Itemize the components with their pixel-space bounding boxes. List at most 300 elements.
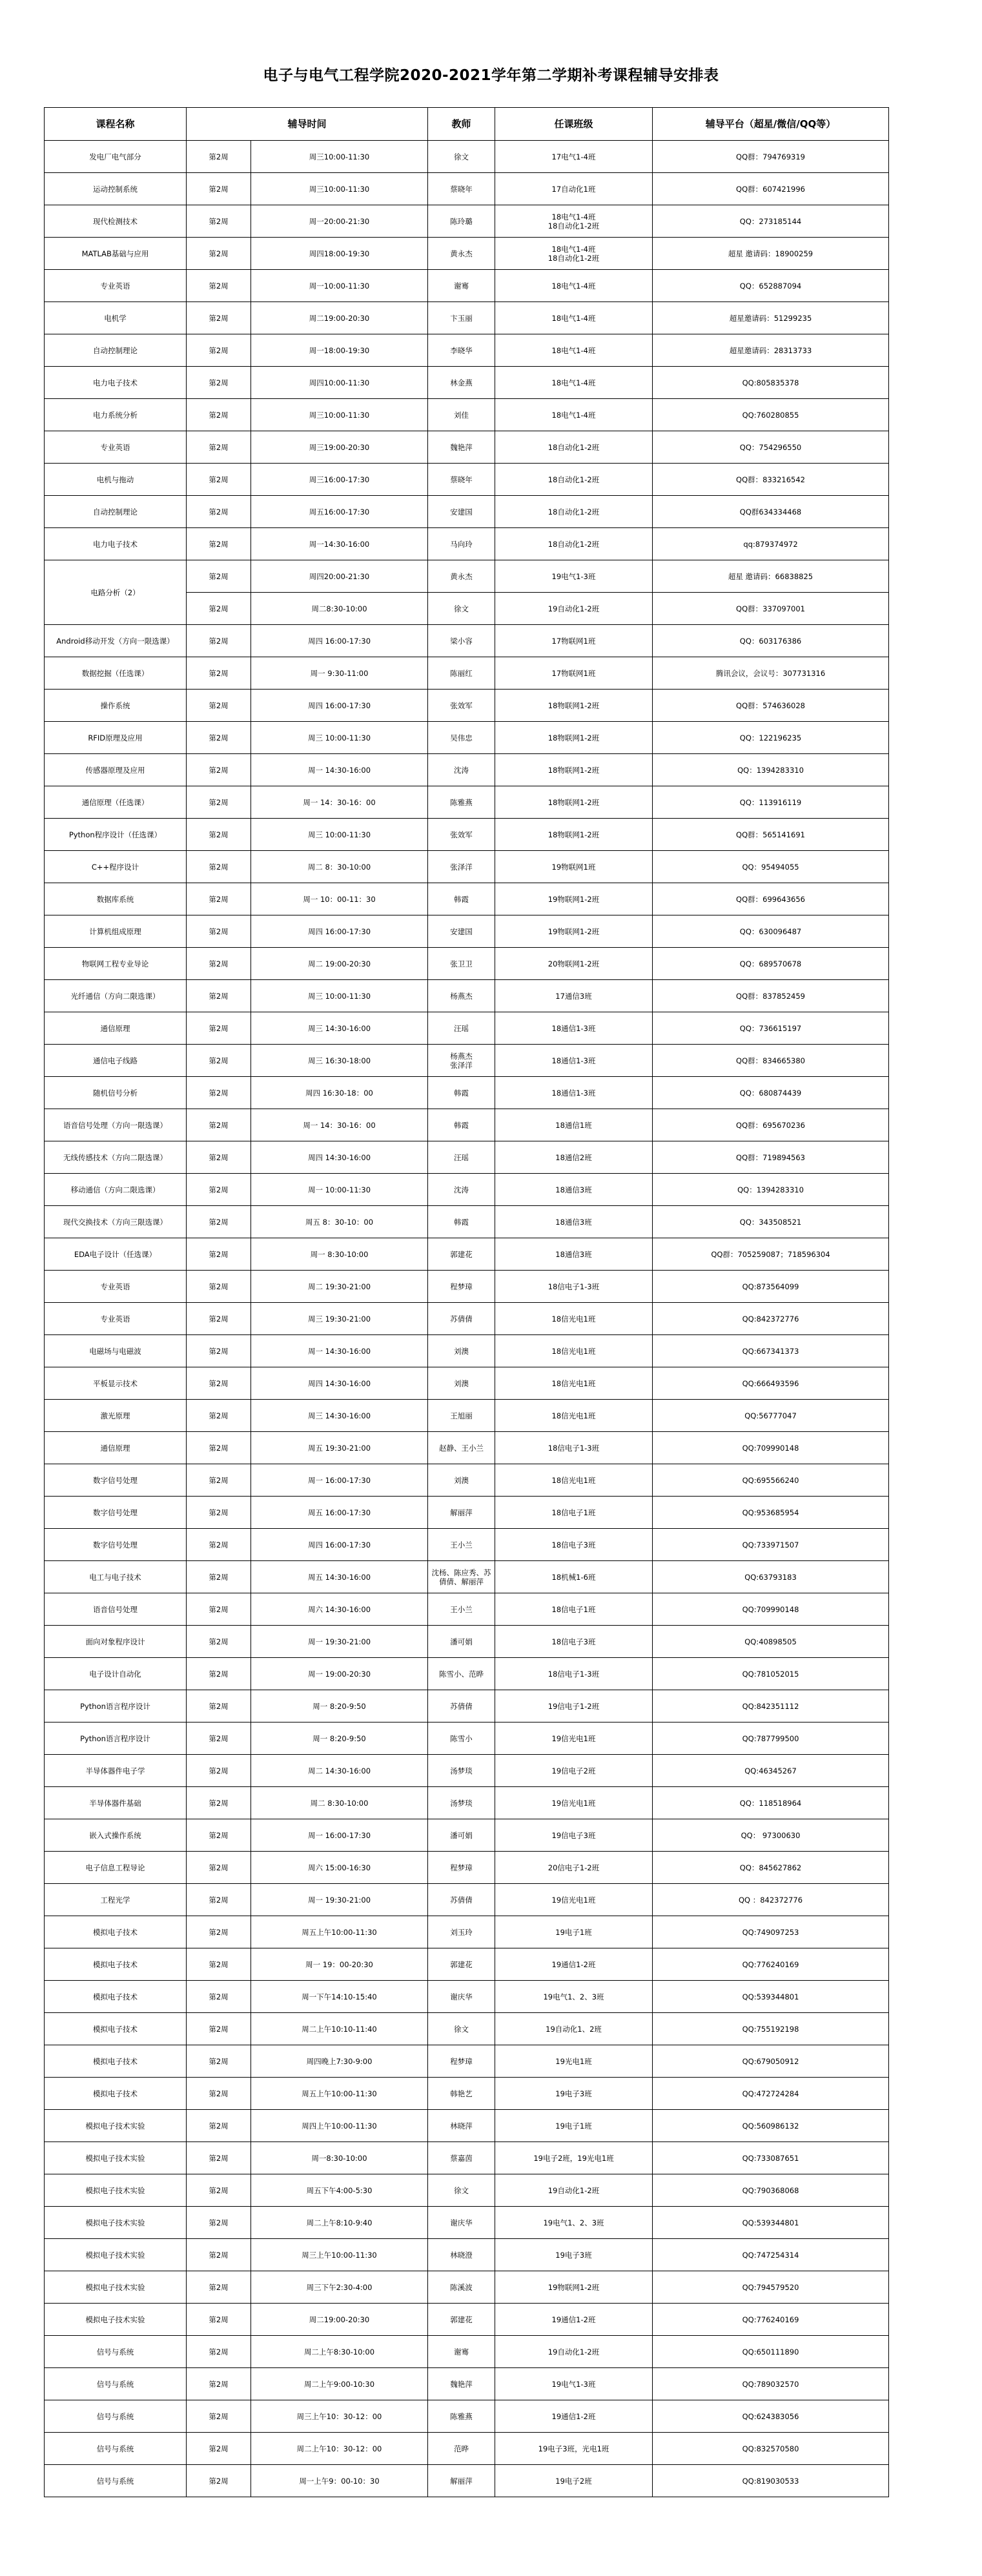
platform-cell: QQ:805835378 [653, 367, 889, 399]
classes-cell: 18电气1-4班 18自动化1-2班 [495, 238, 653, 270]
teacher-cell: 刘玉玲 [428, 1916, 495, 1948]
table-row [45, 2336, 889, 2368]
table-row [45, 496, 889, 528]
week-cell: 第2周 [187, 1400, 251, 1432]
time-cell: 周四 16:30-18：00 [251, 1077, 428, 1109]
course-name-cell: 模拟电子技术实验 [45, 2142, 187, 2174]
table-row [45, 1174, 889, 1206]
time-cell: 周二上午8:10-9:40 [251, 2207, 428, 2239]
week-cell: 第2周 [187, 1916, 251, 1948]
table-row [45, 851, 889, 883]
week-cell: 第2周 [187, 1658, 251, 1690]
classes-cell: 19电子3班 [495, 2239, 653, 2271]
course-name-cell: RFID原理及应用 [45, 722, 187, 754]
teacher-cell: 安建国 [428, 915, 495, 948]
platform-cell: QQ:760280855 [653, 399, 889, 431]
time-cell: 周四10:00-11:30 [251, 367, 428, 399]
time-cell: 周四20:00-21:30 [251, 560, 428, 593]
table-row [45, 367, 889, 399]
week-cell: 第2周 [187, 1819, 251, 1852]
classes-cell: 18通信1-3班 [495, 1077, 653, 1109]
course-name-cell: 模拟电子技术实验 [45, 2174, 187, 2207]
week-cell: 第2周 [187, 141, 251, 173]
platform-cell: QQ:873564099 [653, 1271, 889, 1303]
teacher-cell: 苏倩倩 [428, 1303, 495, 1335]
table-row [45, 1271, 889, 1303]
course-name-cell: 模拟电子技术实验 [45, 2271, 187, 2304]
platform-cell: QQ群634334468 [653, 496, 889, 528]
course-name-cell: 半导体器件基础 [45, 1787, 187, 1819]
course-name-cell: 模拟电子技术 [45, 1948, 187, 1981]
course-name-cell: 移动通信（方向二限选课） [45, 1174, 187, 1206]
platform-cell: QQ：95494055 [653, 851, 889, 883]
platform-cell: QQ:709990148 [653, 1593, 889, 1626]
classes-cell: 18信光电1班 [495, 1367, 653, 1400]
platform-cell: QQ:733971507 [653, 1529, 889, 1561]
classes-cell: 18电气1-4班 [495, 302, 653, 334]
classes-cell: 18自动化1-2班 [495, 464, 653, 496]
teacher-cell: 蔡嘉茵 [428, 2142, 495, 2174]
classes-cell: 18物联网1-2班 [495, 819, 653, 851]
classes-cell: 19电气1-3班 [495, 2368, 653, 2400]
platform-cell: 超星邀请码：51299235 [653, 302, 889, 334]
classes-cell: 19通信1-2班 [495, 2304, 653, 2336]
time-cell: 周一10:00-11:30 [251, 270, 428, 302]
course-name-cell: 电子设计自动化 [45, 1658, 187, 1690]
table-row [45, 1981, 889, 2013]
course-name-cell: 数字信号处理 [45, 1497, 187, 1529]
table-row [45, 1852, 889, 1884]
classes-cell: 18物联网1-2班 [495, 722, 653, 754]
time-cell: 周一 14:30-16:00 [251, 1335, 428, 1367]
time-cell: 周四上午10:00-11:30 [251, 2110, 428, 2142]
time-cell: 周四 16:00-17:30 [251, 625, 428, 657]
platform-cell: QQ:46345267 [653, 1755, 889, 1787]
time-cell: 周五 14:30-16:00 [251, 1561, 428, 1593]
platform-cell: QQ群：337097001 [653, 593, 889, 625]
platform-cell: QQ:832570580 [653, 2433, 889, 2465]
classes-cell: 19信光电1班 [495, 1884, 653, 1916]
table-row [45, 141, 889, 173]
table-row [45, 915, 889, 948]
week-cell: 第2周 [187, 1561, 251, 1593]
table-row [45, 1012, 889, 1045]
course-name-cell: 计算机组成原理 [45, 915, 187, 948]
course-name-cell: 语音信号处理 [45, 1593, 187, 1626]
time-cell: 周三16:00-17:30 [251, 464, 428, 496]
platform-cell: QQ:624383056 [653, 2400, 889, 2433]
platform-cell: 超星 邀请码：66838825 [653, 560, 889, 593]
teacher-cell: 蔡晓年 [428, 173, 495, 205]
time-cell: 周五16:00-17:30 [251, 496, 428, 528]
week-cell: 第2周 [187, 2304, 251, 2336]
time-cell: 周一 19：00-20:30 [251, 1948, 428, 1981]
time-cell: 周二上午8:30-10:00 [251, 2336, 428, 2368]
week-cell: 第2周 [187, 980, 251, 1012]
platform-cell: QQ:789032570 [653, 2368, 889, 2400]
teacher-cell: 林晓澄 [428, 2239, 495, 2271]
table-row [45, 1077, 889, 1109]
teacher-cell: 韩艳艺 [428, 2078, 495, 2110]
table-row [45, 238, 889, 270]
teacher-cell: 陈雪小 [428, 1722, 495, 1755]
classes-cell: 19自动化1、2班 [495, 2013, 653, 2045]
platform-cell: QQ：113916119 [653, 786, 889, 819]
table-row [45, 431, 889, 464]
course-name-cell: 通信原理（任选课） [45, 786, 187, 819]
course-name-cell: 通信电子线路 [45, 1045, 187, 1077]
time-cell: 周三19:00-20:30 [251, 431, 428, 464]
week-cell: 第2周 [187, 1593, 251, 1626]
week-cell: 第2周 [187, 1787, 251, 1819]
teacher-cell: 陈溪波 [428, 2271, 495, 2304]
classes-cell: 18电气1-4班 [495, 270, 653, 302]
teacher-cell: 苏倩倩 [428, 1884, 495, 1916]
classes-cell: 17物联网1班 [495, 657, 653, 690]
time-cell: 周六 15:00-16:30 [251, 1852, 428, 1884]
classes-cell: 19物联网1-2班 [495, 883, 653, 915]
course-name-cell: Python程序设计（任选课） [45, 819, 187, 851]
table-row [45, 1819, 889, 1852]
time-cell: 周二上午9:00-10:30 [251, 2368, 428, 2400]
teacher-cell: 安建国 [428, 496, 495, 528]
time-cell: 周三 10:00-11:30 [251, 819, 428, 851]
time-cell: 周一 10:00-11:30 [251, 1174, 428, 1206]
classes-cell: 19通信1-2班 [495, 2400, 653, 2433]
time-cell: 周五上午10:00-11:30 [251, 2078, 428, 2110]
classes-cell: 18通信3班 [495, 1174, 653, 1206]
course-name-cell: 模拟电子技术实验 [45, 2207, 187, 2239]
course-name-cell: 数字信号处理 [45, 1464, 187, 1497]
classes-cell: 19电气1-3班 [495, 560, 653, 593]
week-cell: 第2周 [187, 1884, 251, 1916]
week-cell: 第2周 [187, 1367, 251, 1400]
time-cell: 周二 14:30-16:00 [251, 1755, 428, 1787]
time-cell: 周一 16:00-17:30 [251, 1819, 428, 1852]
teacher-cell: 张效军 [428, 819, 495, 851]
platform-cell: QQ:790368068 [653, 2174, 889, 2207]
classes-cell: 19电气1、2、3班 [495, 2207, 653, 2239]
teacher-cell: 林金燕 [428, 367, 495, 399]
table-row [45, 1884, 889, 1916]
table-row [45, 1206, 889, 1238]
week-cell: 第2周 [187, 2207, 251, 2239]
course-name-cell: 电力电子技术 [45, 528, 187, 560]
course-name-cell: 电力系统分析 [45, 399, 187, 431]
time-cell: 周五 19:30-21:00 [251, 1432, 428, 1464]
course-name-cell: 平板显示技术 [45, 1367, 187, 1400]
classes-cell: 19通信1-2班 [495, 1948, 653, 1981]
teacher-cell: 陈丽红 [428, 657, 495, 690]
platform-cell: QQ群：699643656 [653, 883, 889, 915]
course-name-cell: 操作系统 [45, 690, 187, 722]
week-cell: 第2周 [187, 399, 251, 431]
classes-cell: 19电子2班，19光电1班 [495, 2142, 653, 2174]
week-cell: 第2周 [187, 851, 251, 883]
platform-cell: 超星 邀请码：18900259 [653, 238, 889, 270]
teacher-cell: 李晓华 [428, 334, 495, 367]
table-row [45, 1948, 889, 1981]
time-cell: 周二上午10:10-11:40 [251, 2013, 428, 2045]
platform-cell: QQ:40898505 [653, 1626, 889, 1658]
course-name-cell: 电路分析（2） [45, 560, 187, 625]
week-cell: 第2周 [187, 334, 251, 367]
table-row [45, 1529, 889, 1561]
platform-cell: QQ：680874439 [653, 1077, 889, 1109]
classes-cell: 19电子1班 [495, 1916, 653, 1948]
classes-cell: 18信电子1-3班 [495, 1658, 653, 1690]
teacher-cell: 卞玉丽 [428, 302, 495, 334]
table-row [45, 173, 889, 205]
week-cell: 第2周 [187, 786, 251, 819]
course-name-cell: 通信原理 [45, 1012, 187, 1045]
course-name-cell: 传感器原理及应用 [45, 754, 187, 786]
table-row [45, 2013, 889, 2045]
page-title: 电子与电气工程学院2020-2021学年第二学期补考课程辅导安排表 [263, 67, 719, 84]
course-name-cell: MATLAB基础与应用 [45, 238, 187, 270]
platform-cell: QQ:842372776 [653, 1303, 889, 1335]
platform-cell: QQ：122196235 [653, 722, 889, 754]
course-name-cell: 面向对象程序设计 [45, 1626, 187, 1658]
course-name-cell: 工程光学 [45, 1884, 187, 1916]
teacher-cell: 韩霞 [428, 1206, 495, 1238]
week-cell: 第2周 [187, 528, 251, 560]
teacher-cell: 陈玲璐 [428, 205, 495, 238]
week-cell: 第2周 [187, 1012, 251, 1045]
teacher-cell: 黄永杰 [428, 560, 495, 593]
classes-cell: 19信电子2班 [495, 1755, 653, 1787]
time-cell: 周一8:30-10:00 [251, 2142, 428, 2174]
classes-cell: 18物联网1-2班 [495, 690, 653, 722]
week-cell: 第2周 [187, 1109, 251, 1141]
platform-cell: 超星邀请码：28313733 [653, 334, 889, 367]
teacher-cell: 刘佳 [428, 399, 495, 431]
table-body [45, 141, 889, 2497]
time-cell: 周三下午2:30-4:00 [251, 2271, 428, 2304]
time-cell: 周一 10：00-11：30 [251, 883, 428, 915]
time-cell: 周一 8:20-9:50 [251, 1722, 428, 1755]
teacher-cell: 沈涛 [428, 1174, 495, 1206]
week-cell: 第2周 [187, 915, 251, 948]
table-row [45, 1335, 889, 1367]
table-row [45, 883, 889, 915]
classes-cell: 19光电1班 [495, 2045, 653, 2078]
platform-cell: QQ群：719894563 [653, 1141, 889, 1174]
classes-cell: 19物联网1班 [495, 851, 653, 883]
course-name-cell: 电磁场与电磁波 [45, 1335, 187, 1367]
teacher-cell: 谢骞 [428, 270, 495, 302]
time-cell: 周二上午10：30-12：00 [251, 2433, 428, 2465]
classes-cell: 18机械1-6班 [495, 1561, 653, 1593]
classes-cell: 17电气1-4班 [495, 141, 653, 173]
classes-cell: 18信光电1班 [495, 1464, 653, 1497]
week-cell: 第2周 [187, 1271, 251, 1303]
time-cell: 周二19:00-20:30 [251, 2304, 428, 2336]
table-row [45, 754, 889, 786]
time-cell: 周二 8：30-10:00 [251, 851, 428, 883]
platform-cell: QQ群：574636028 [653, 690, 889, 722]
classes-cell: 18自动化1-2班 [495, 496, 653, 528]
platform-cell: QQ:472724284 [653, 2078, 889, 2110]
week-cell: 第2周 [187, 2142, 251, 2174]
table-row [45, 1045, 889, 1077]
classes-cell: 18通信3班 [495, 1238, 653, 1271]
classes-cell: 18信光电1班 [495, 1303, 653, 1335]
time-cell: 周三10:00-11:30 [251, 141, 428, 173]
table-row [45, 2368, 889, 2400]
time-cell: 周二8:30-10:00 [251, 593, 428, 625]
teacher-cell: 陈雪小、范晔 [428, 1658, 495, 1690]
time-cell: 周五上午10:00-11:30 [251, 1916, 428, 1948]
classes-cell: 19电子3班，光电1班 [495, 2433, 653, 2465]
platform-cell: QQ：273185144 [653, 205, 889, 238]
time-cell: 周二 19:00-20:30 [251, 948, 428, 980]
week-cell: 第2周 [187, 2465, 251, 2497]
time-cell: 周三上午10:00-11:30 [251, 2239, 428, 2271]
week-cell: 第2周 [187, 2400, 251, 2433]
course-name-cell: Python语言程序设计 [45, 1722, 187, 1755]
header-classes: 任课班级 [495, 108, 653, 141]
time-cell: 周一18:00-19:30 [251, 334, 428, 367]
course-name-cell: 自动控制理论 [45, 334, 187, 367]
platform-cell: QQ:666493596 [653, 1367, 889, 1400]
teacher-cell: 汤梦琰 [428, 1755, 495, 1787]
time-cell: 周四 16:00-17:30 [251, 1529, 428, 1561]
time-cell: 周一20:00-21:30 [251, 205, 428, 238]
table-row [45, 2400, 889, 2433]
teacher-cell: 梁小容 [428, 625, 495, 657]
table-row [45, 1916, 889, 1948]
week-cell: 第2周 [187, 205, 251, 238]
classes-cell: 19电子1班 [495, 2110, 653, 2142]
time-cell: 周四晚上7:30-9:00 [251, 2045, 428, 2078]
teacher-cell: 谢庆华 [428, 1981, 495, 2013]
table-row [45, 2174, 889, 2207]
teacher-cell: 张效军 [428, 690, 495, 722]
course-name-cell: 数据挖掘（任选课） [45, 657, 187, 690]
table-row [45, 948, 889, 980]
course-name-cell: 自动控制理论 [45, 496, 187, 528]
platform-cell: QQ:539344801 [653, 1981, 889, 2013]
week-cell: 第2周 [187, 2045, 251, 2078]
table-row [45, 2271, 889, 2304]
course-name-cell: 光纤通信（方向二限选课） [45, 980, 187, 1012]
course-name-cell: 电工与电子技术 [45, 1561, 187, 1593]
table-row [45, 1787, 889, 1819]
week-cell: 第2周 [187, 431, 251, 464]
platform-cell: QQ:709990148 [653, 1432, 889, 1464]
table-row [45, 560, 889, 593]
teacher-cell: 王小兰 [428, 1529, 495, 1561]
classes-cell: 19物联网1-2班 [495, 915, 653, 948]
course-name-cell: 发电厂电气部分 [45, 141, 187, 173]
week-cell: 第2周 [187, 1722, 251, 1755]
platform-cell: QQ：1394283310 [653, 754, 889, 786]
teacher-cell: 解丽萍 [428, 2465, 495, 2497]
teacher-cell: 郭建花 [428, 1948, 495, 1981]
course-name-cell: 电机与拖动 [45, 464, 187, 496]
week-cell: 第2周 [187, 1529, 251, 1561]
week-cell: 第2周 [187, 1335, 251, 1367]
course-name-cell: Android移动开发（方向一限选课） [45, 625, 187, 657]
table-row [45, 980, 889, 1012]
table-row [45, 1303, 889, 1335]
table-row [45, 1626, 889, 1658]
table-row [45, 1690, 889, 1722]
platform-cell: QQ群：834665380 [653, 1045, 889, 1077]
teacher-cell: 蔡晓年 [428, 464, 495, 496]
course-name-cell: 专业英语 [45, 1271, 187, 1303]
course-name-cell: C++程序设计 [45, 851, 187, 883]
platform-cell: QQ:560986132 [653, 2110, 889, 2142]
week-cell: 第2周 [187, 883, 251, 915]
week-cell: 第2周 [187, 560, 251, 593]
teacher-cell: 汤梦琰 [428, 1787, 495, 1819]
platform-cell: QQ:953685954 [653, 1497, 889, 1529]
platform-cell: QQ：845627862 [653, 1852, 889, 1884]
teacher-cell: 程梦璋 [428, 1852, 495, 1884]
classes-cell: 18通信1-3班 [495, 1045, 653, 1077]
time-cell: 周二19:00-20:30 [251, 302, 428, 334]
course-name-cell: 模拟电子技术 [45, 1916, 187, 1948]
classes-cell: 18电气1-4班 [495, 399, 653, 431]
course-name-cell: 嵌入式操作系统 [45, 1819, 187, 1852]
table-row [45, 1593, 889, 1626]
classes-cell: 18信电子1班 [495, 1497, 653, 1529]
classes-cell: 18信电子3班 [495, 1529, 653, 1561]
course-name-cell: 现代交换技术（方向三限选课） [45, 1206, 187, 1238]
header-platform: 辅导平台（超星/微信/QQ等） [653, 108, 889, 141]
teacher-cell: 张泽洋 [428, 851, 495, 883]
platform-cell: QQ:781052015 [653, 1658, 889, 1690]
time-cell: 周一 9:30-11:00 [251, 657, 428, 690]
teacher-cell: 解丽萍 [428, 1497, 495, 1529]
table-row [45, 722, 889, 754]
table-row [45, 528, 889, 560]
platform-cell: QQ：736615197 [653, 1012, 889, 1045]
classes-cell: 19电子2班 [495, 2465, 653, 2497]
course-name-cell: 数据库系统 [45, 883, 187, 915]
platform-cell: QQ:794579520 [653, 2271, 889, 2304]
table-row [45, 334, 889, 367]
time-cell: 周三 19:30-21:00 [251, 1303, 428, 1335]
week-cell: 第2周 [187, 948, 251, 980]
platform-cell: QQ群：794769319 [653, 141, 889, 173]
course-name-cell: 模拟电子技术实验 [45, 2110, 187, 2142]
week-cell: 第2周 [187, 1981, 251, 2013]
course-name-cell: 电机学 [45, 302, 187, 334]
week-cell: 第2周 [187, 754, 251, 786]
week-cell: 第2周 [187, 2110, 251, 2142]
platform-cell: QQ群：695670236 [653, 1109, 889, 1141]
table-row [45, 1464, 889, 1497]
table-row [45, 1561, 889, 1593]
platform-cell: QQ ：842372776 [653, 1884, 889, 1916]
course-name-cell: 通信原理 [45, 1432, 187, 1464]
teacher-cell: 谢庆华 [428, 2207, 495, 2239]
teacher-cell: 郭建花 [428, 2304, 495, 2336]
platform-cell: QQ：689570678 [653, 948, 889, 980]
table-row [45, 819, 889, 851]
course-name-cell: 电力电子技术 [45, 367, 187, 399]
classes-cell: 17自动化1班 [495, 173, 653, 205]
time-cell: 周一 19:30-21:00 [251, 1884, 428, 1916]
platform-cell: 腾讯会议，会议号：307731316 [653, 657, 889, 690]
classes-cell: 18自动化1-2班 [495, 528, 653, 560]
time-cell: 周三上午10：30-12：00 [251, 2400, 428, 2433]
platform-cell: QQ：1394283310 [653, 1174, 889, 1206]
table-row [45, 399, 889, 431]
